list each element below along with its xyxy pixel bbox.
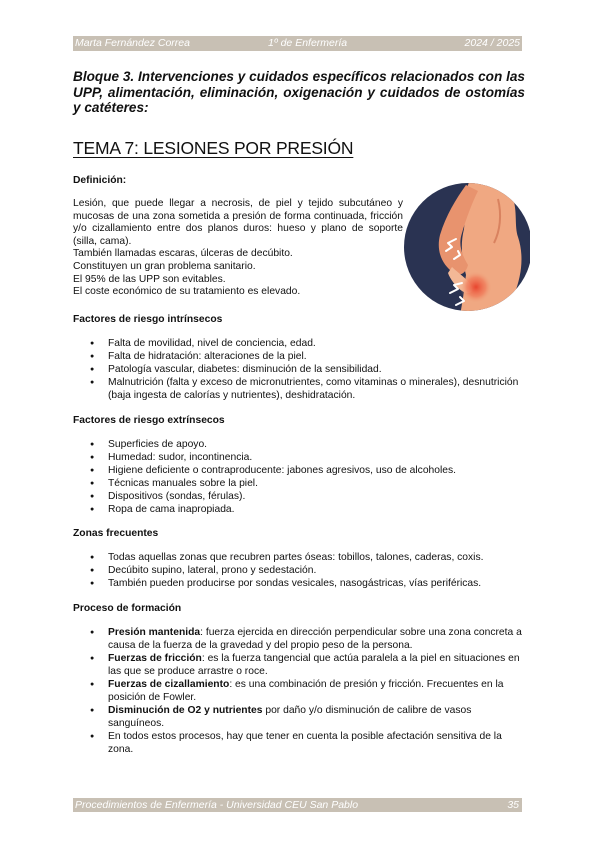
list-item [73,730,523,756]
footer-text: Procedimientos de Enfermería - Universidad CEU San Pablo [75,799,359,811]
tema-title: TEMA 7: LESIONES POR PRESIÓN [73,138,354,158]
intrinsic-section [73,313,523,402]
zones-section [73,527,523,590]
page-number: 35 [507,799,519,811]
definition-line: El 95% de las UPP son evitables. [73,273,226,285]
definition-line: También llamadas escaras, úlceras de decúbito. [73,248,293,260]
definition-line: Lesión, que puede llegar a necrosis, de piel y tejido subcutáneo y mucosas de una zona sometida a presión de forma continuada, fricción y/o cizallamiento entre dos planos duros: hueso y plano de soporte (silla, cama). [73,198,403,247]
pain-spot [460,271,492,303]
list-item: ● Humedad: sudor, incontinencia. [73,451,523,464]
intrinsic-list [73,337,523,402]
item-text: por daño y/o disminución de calibre de vasos sanguíneos. [108,705,472,729]
item-text: : es la fuerza tangencial que actúa paralela a la piel en situaciones en las que se produce arrastre o roce. [108,653,520,677]
definition-heading: Definición: [73,175,127,186]
list-item: ● Falta de hidratación: alteraciones de la piel. [73,350,523,363]
item-lead: Fuerzas de cizallamiento [108,679,230,690]
header-author: Marta Fernández Correa [75,37,190,49]
intrinsic-heading: Factores de riesgo intrínsecos [73,314,223,325]
extrinsic-section [73,414,523,516]
page-footer [73,798,522,812]
list-item [73,678,523,704]
item-lead: Disminución de O2 y nutrientes [108,705,263,716]
process-section [73,602,523,756]
zones-heading: Zonas frecuentes [73,528,159,539]
page-header [73,36,522,51]
definition-line: El coste económico de su tratamiento es elevado. [73,286,301,298]
list-item: ● Todas aquellas zonas que recubren partes óseas: tobillos, talones, caderas, coxis. [73,551,523,564]
definition-text [73,198,403,299]
list-item: ● Técnicas manuales sobre la piel. [73,477,523,490]
list-item [73,626,523,652]
item-text: : fuerza ejercida en dirección perpendicular sobre una zona concreta a causa de la fuerza de la gravedad y del propio peso de la persona. [108,627,522,651]
list-item: ● Higiene deficiente o contraproducente: jabones agresivos, uso de alcoholes. [73,464,523,477]
block-title: Bloque 3. Intervenciones y cuidados específicos relacionados con las UPP, alimentación, eliminación, oxigenación y cuidados de ostomías y catéteres: [73,69,525,115]
process-heading: Proceso de formación [73,603,182,614]
item-lead: Fuerzas de fricción [108,653,202,664]
list-item: ● Ropa de cama inapropiada. [73,503,523,516]
list-item: ● Falta de movilidad, nivel de conciencia, edad. [73,337,523,350]
list-item [73,704,523,730]
list-item: ● Dispositivos (sondas, férulas). [73,490,523,503]
definition-line: Constituyen un gran problema sanitario. [73,260,256,272]
header-course: 1º de Enfermería [268,37,348,49]
list-item: ● También pueden producirse por sondas vesicales, nasogástricas, vías periféricas. [73,577,523,590]
list-item: ● Malnutrición (falta y exceso de micronutrientes, como vitaminas o minerales), desnutrición (baja ingesta de calorías y nutrientes), deshidratación. [73,376,523,402]
list-item [73,652,523,678]
extrinsic-list [73,438,523,516]
process-list [73,626,523,756]
extrinsic-heading: Factores de riesgo extrínsecos [73,415,225,426]
list-item: ● Decúbito supino, lateral, prono y sedestación. [73,564,523,577]
item-text: : es una combinación de presión y fricción. Frecuentes en la posición de Fowler. [108,679,504,703]
list-item: ● Superficies de apoyo. [73,438,523,451]
list-item: ● Patología vascular, diabetes: disminución de la sensibilidad. [73,363,523,376]
header-year: 2024 / 2025 [464,37,520,49]
pressure-sore-illustration [402,155,530,339]
zones-list [73,551,523,590]
item-lead: Presión mantenida [108,627,201,638]
item-text: En todos estos procesos, hay que tener en cuenta la posible afectación sensitiva de la zona. [108,731,502,755]
